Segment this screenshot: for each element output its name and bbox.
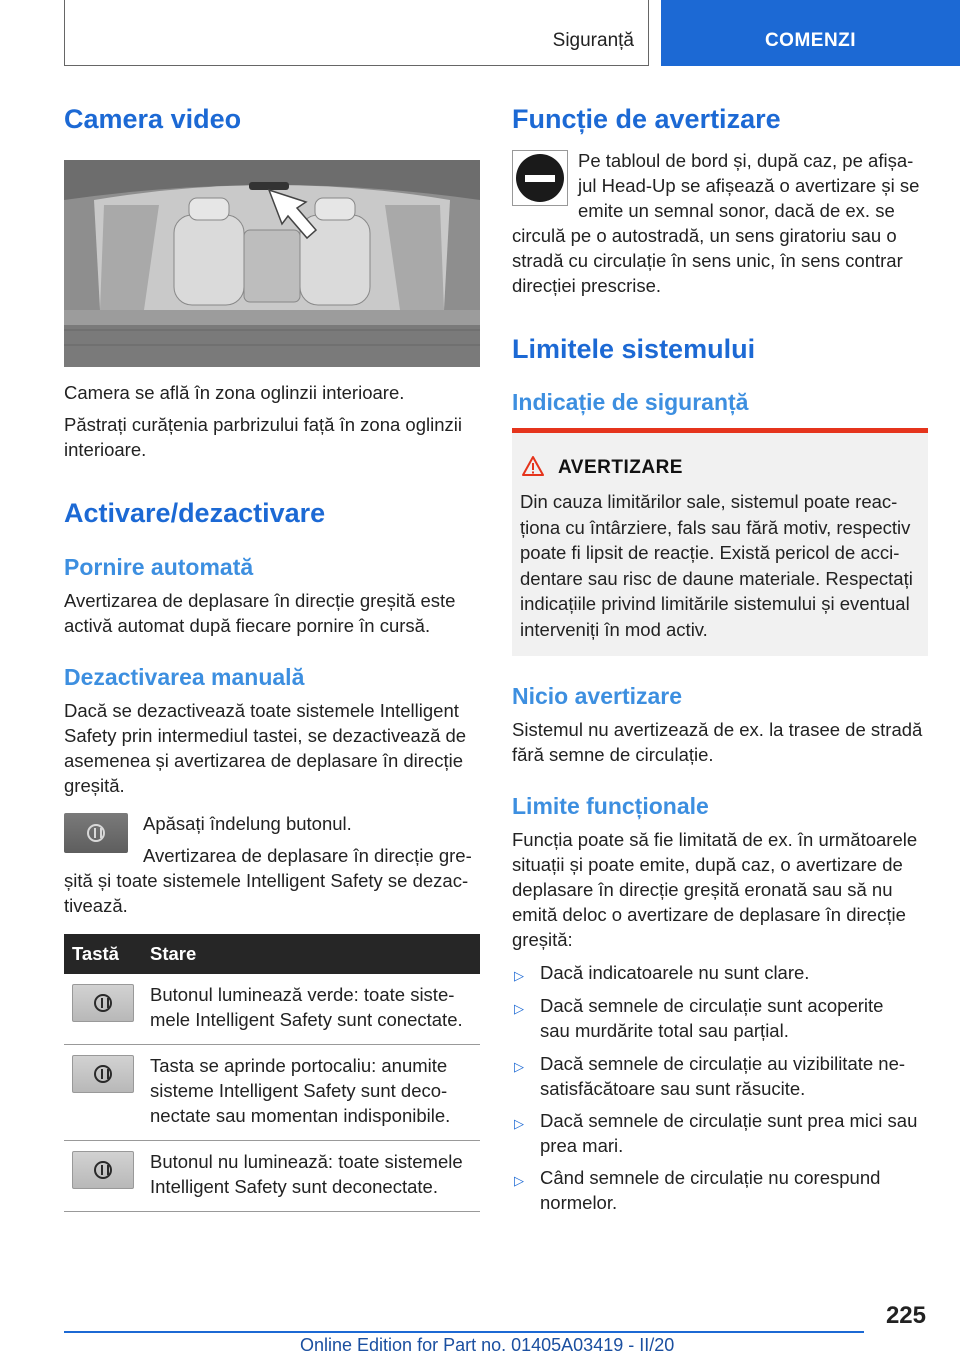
- warning-triangle-icon: [522, 455, 544, 477]
- manual-text-3: asemenea și avertizarea de deplasare în direcție: [64, 750, 464, 771]
- camera-heading: Camera video: [64, 104, 242, 134]
- bullet-triangle-icon: ▷: [514, 968, 524, 983]
- table-header-key: Tastă: [64, 934, 142, 974]
- button-green-image: [72, 984, 134, 1022]
- camera-clean-text-2: interioare.: [64, 439, 147, 460]
- section-title: Siguranță: [552, 30, 634, 51]
- car-interior-illustration: [64, 160, 480, 367]
- table-row: [64, 1045, 480, 1141]
- func-text-4: circulă pe o autostradă, un sens giratoriu sau o: [512, 225, 897, 246]
- row-3-text-1: Butonul nu luminează: toate sistemele: [150, 1151, 463, 1172]
- functional-limits-text-4: emită deloc o avertizare de deplasare în direcție: [512, 904, 906, 925]
- safety-button-icon: [94, 1065, 112, 1083]
- row-2-text-2: sisteme Intelligent Safety sunt deco-: [150, 1080, 448, 1101]
- func-text-3: emite un semnal sonor, dacă de ex. se: [578, 200, 895, 221]
- footer-divider: [64, 1331, 864, 1333]
- footer-edition: Online Edition for Part no. 01405A03419 - II/20: [300, 1335, 675, 1355]
- manual-text-2: Safety prin intermediul tastei, se dezactivează de: [64, 725, 467, 746]
- manual-text-1: Dacă se dezactivează toate sistemele Intelligent: [64, 700, 459, 721]
- table-row: [64, 1141, 480, 1212]
- no-warning-heading: Nicio avertizare: [512, 683, 683, 709]
- func-text-1: Pe tabloul de bord și, după caz, pe afișa-: [578, 150, 914, 171]
- press-text-4: tivează.: [64, 895, 128, 916]
- activation-heading: Activare/dezactivare: [64, 498, 326, 528]
- functional-limits-text-5: greșită:: [512, 929, 573, 950]
- auto-start-text-2: activă automat după fiecare pornire în cursă.: [64, 615, 431, 636]
- warning-line: poate fi lipsit de reacție. Există pericol de acci-: [520, 542, 900, 563]
- auto-start-text-1: Avertizarea de deplasare în direcție greșită este: [64, 590, 456, 611]
- press-text-3: șită și toate sistemele Intelligent Safety se dezac-: [64, 870, 469, 891]
- row-2-text-3: nectate sau momentan indisponibile.: [150, 1105, 451, 1126]
- safety-button-icon: [94, 994, 112, 1012]
- table-header-row: [64, 934, 480, 974]
- safety-button-icon: [94, 1161, 112, 1179]
- press-text-1: Apăsați îndelung butonul.: [143, 813, 352, 834]
- warning-line: indicațiile privind limitările sistemului și eventual: [520, 593, 910, 614]
- no-entry-icon: [516, 154, 564, 202]
- no-warning-text-1: Sistemul nu avertizează de ex. la trasee de stradă: [512, 719, 923, 740]
- no-entry-sign-image: [512, 150, 568, 206]
- bullet-triangle-icon: ▷: [514, 1001, 524, 1016]
- bullet-triangle-icon: ▷: [514, 1059, 524, 1074]
- camera-clean-text-1: Păstrați curățenia parbrizului față în zona oglinzii: [64, 414, 462, 435]
- warning-line: interveniți în mod activ.: [520, 618, 708, 640]
- bullet-triangle-icon: ▷: [514, 1173, 524, 1188]
- warning-line: ționa cu întârziere, fals sau fără motiv, respectiv: [520, 516, 911, 538]
- row-2-text-1: Tasta se aprinde portocaliu: anumite: [150, 1055, 448, 1076]
- warning-box: [512, 428, 928, 656]
- table-header-status: Stare: [142, 934, 480, 974]
- limits-heading: Limitele sistemului: [512, 334, 756, 364]
- func-text-6: direcției prescrise.: [512, 275, 662, 296]
- button-off-image: [72, 1151, 134, 1189]
- manual-text-4: greșită.: [64, 775, 125, 796]
- row-1-text-1: Butonul luminează verde: toate siste-: [150, 984, 455, 1005]
- safety-note-heading: Indicație de siguranță: [512, 389, 749, 415]
- camera-location-text: Camera se află în zona oglinzii interioare.: [64, 382, 405, 403]
- chapter-tab: [661, 0, 960, 66]
- camera-photo: [64, 160, 480, 367]
- warning-line: Din cauza limitărilor sale, sistemul poate reac-: [520, 491, 898, 512]
- row-3-text-2: Intelligent Safety sunt deconectate.: [150, 1176, 438, 1197]
- table-row: [64, 974, 480, 1045]
- functional-limits-text-1: Funcția poate să fie limitată de ex. în următoarele: [512, 829, 918, 850]
- functional-limits-heading: Limite funcționale: [512, 793, 709, 819]
- chapter-title: COMENZI: [764, 30, 857, 51]
- manual-heading: Dezactivarea manuală: [64, 664, 305, 690]
- func-text-2: jul Head-Up se afișează o avertizare și se: [578, 175, 920, 196]
- safety-button-icon: [87, 824, 105, 842]
- press-text-2: Avertizarea de deplasare în direcție gre-: [143, 845, 472, 866]
- button-orange-image: [72, 1055, 134, 1093]
- warning-line: dentare sau risc de daune materiale. Respectați: [520, 567, 913, 589]
- warning-title: AVERTIZARE: [558, 457, 683, 478]
- row-1-text-2: mele Intelligent Safety sunt conectate.: [150, 1009, 463, 1030]
- page-header: [0, 0, 960, 66]
- functional-limits-text-3: deplasare în direcție greșită eronată sau să nu: [512, 879, 893, 900]
- button-status-table: [64, 934, 480, 1212]
- functional-limits-text-2: situații și poate emite, după caz, o avertizare de: [512, 854, 903, 875]
- bullet-triangle-icon: ▷: [514, 1116, 524, 1131]
- safety-button-image: [64, 813, 128, 853]
- func-text-5: stradă cu circulație în sens unic, în sens contrar: [512, 250, 903, 271]
- auto-start-heading: Pornire automată: [64, 554, 254, 580]
- warning-function-heading: Funcție de avertizare: [512, 104, 781, 134]
- no-warning-text-2: fără semne de circulație.: [512, 744, 714, 765]
- section-tab: [64, 0, 649, 66]
- page-number: 225: [885, 1302, 926, 1329]
- warning-text: [520, 489, 924, 642]
